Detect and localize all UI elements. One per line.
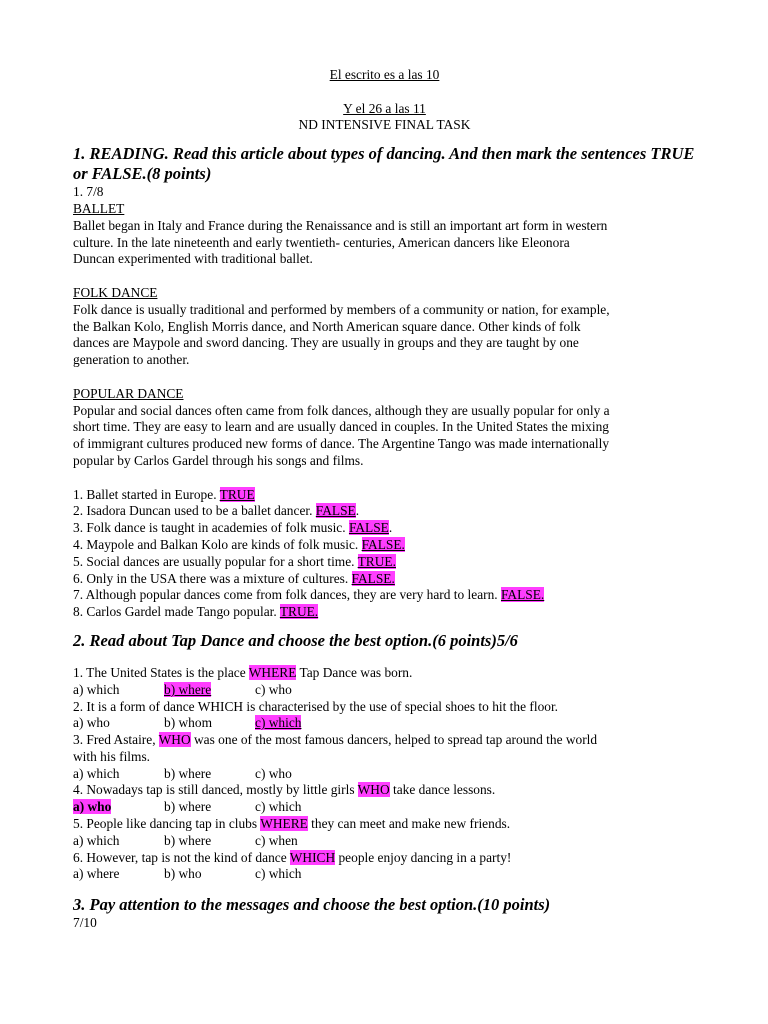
answer-highlight: FALSE. — [500, 587, 545, 603]
header-line-3: ND INTENSIVE FINAL TASK — [298, 117, 471, 133]
statement: 8. Carlos Gardel made Tango popular. TRUE. — [73, 604, 319, 620]
options — [73, 715, 700, 732]
options — [73, 799, 700, 816]
question: 5. People like dancing tap in clubs WHERE they can meet and make new friends. — [73, 816, 511, 832]
answer-highlight: WHICH — [289, 849, 336, 865]
options — [73, 766, 700, 783]
option-c: c) which — [255, 866, 302, 882]
question: 3. Fred Astaire, WHO was one of the most famous dancers, helped to spread tap around the world — [73, 732, 598, 748]
popular-title: POPULAR DANCE — [73, 385, 184, 401]
option-b: b) where — [164, 799, 212, 815]
folk-line: generation to another. — [73, 352, 190, 368]
section3-score: 7/10 — [73, 915, 97, 931]
ballet-title: BALLET — [73, 200, 125, 216]
option-a: a) which — [73, 765, 120, 781]
answer-highlight: TRUE. — [279, 604, 319, 620]
option-a: a) where — [73, 866, 120, 882]
header-line-2: Y el 26 a las 11 — [343, 100, 426, 116]
answer-highlight: FALSE. — [351, 570, 395, 586]
folk-title: FOLK DANCE — [73, 284, 158, 300]
option-c: c) which — [255, 799, 302, 815]
answer-highlight: WHO — [158, 732, 191, 748]
section3-heading: 3. Pay attention to the messages and choose the best option.(10 points) — [73, 895, 551, 915]
options — [73, 682, 700, 699]
statement: 7. Although popular dances come from folk dances, they are very hard to learn. FALSE. — [73, 587, 545, 603]
answer-highlight: FALSE — [315, 503, 356, 519]
question-continued: with his films. — [73, 748, 151, 764]
statement: 2. Isadora Duncan used to be a ballet dancer. FALSE. — [73, 503, 360, 519]
option-b: b) whom — [164, 715, 212, 731]
popular-line: popular by Carlos Gardel through his songs and films. — [73, 452, 364, 468]
folk-line: dances are Maypole and sword dancing. They are usually in groups and they are taught by one — [73, 335, 579, 351]
statement: 5. Social dances are usually popular for a short time. TRUE. — [73, 553, 396, 569]
option-a: a) who — [73, 715, 110, 731]
answer-highlight: TRUE. — [357, 553, 396, 569]
option-a: a) which — [73, 681, 120, 697]
question: 4. Nowadays tap is still danced, mostly by little girls WHO take dance lessons. — [73, 782, 496, 798]
folk-line: the Balkan Kolo, English Morris dance, and North American square dance. Other kinds of folk — [73, 318, 581, 334]
section1-score: 1. 7/8 — [73, 184, 104, 200]
option-a: a) which — [73, 832, 120, 848]
question: 6. However, tap is not the kind of dance WHICH people enjoy dancing in a party! — [73, 849, 512, 865]
folk-line: Folk dance is usually traditional and performed by members of a community or nation, for example, — [73, 301, 610, 317]
ballet-line: Duncan experimented with traditional ballet. — [73, 251, 313, 267]
option-c: c) who — [255, 681, 292, 697]
ballet-line: culture. In the late nineteenth and early twentieth- centuries, American dancers like Eleonora — [73, 234, 570, 250]
answer-highlight: WHERE — [260, 816, 308, 832]
option-b-selected: b) where — [164, 681, 212, 697]
answer-highlight: FALSE — [348, 520, 389, 536]
question: 1. The United States is the place WHERE Tap Dance was born. — [73, 664, 413, 680]
options — [73, 866, 700, 883]
option-c-selected: c) which — [255, 715, 302, 731]
statement: 1. Ballet started in Europe. TRUE — [73, 486, 255, 502]
option-b: b) where — [164, 832, 212, 848]
answer-highlight: WHO — [357, 782, 390, 798]
statement: 3. Folk dance is taught in academies of folk music. FALSE. — [73, 520, 393, 536]
popular-line: of immigrant cultures produced new forms of dance. The Argentine Tango was made internationally — [73, 436, 610, 452]
popular-line: short time. They are easy to learn and are usually danced in couples. In the United States the mixing — [73, 419, 609, 435]
option-c: c) who — [255, 765, 292, 781]
answer-highlight: FALSE. — [361, 536, 405, 552]
section1-heading: 1. READING. Read this article about types of dancing. And then mark the sentences TRUE or FALSE.(8 points) — [73, 144, 695, 184]
option-b: b) where — [164, 765, 212, 781]
answer-highlight: WHERE — [248, 664, 297, 680]
statement: 4. Maypole and Balkan Kolo are kinds of folk music. FALSE. — [73, 536, 405, 552]
ballet-line: Ballet began in Italy and France during the Renaissance and is still an important art form in western — [73, 217, 608, 233]
options — [73, 833, 700, 850]
section2-heading: 2. Read about Tap Dance and choose the best option.(6 points)5/6 — [73, 630, 518, 650]
option-a-selected: a) who — [73, 799, 112, 815]
option-b: b) who — [164, 866, 202, 882]
popular-line: Popular and social dances often came from folk dances, although they are usually popular for only a — [73, 402, 610, 418]
option-c: c) when — [255, 832, 298, 848]
statement: 6. Only in the USA there was a mixture of cultures. FALSE. — [73, 570, 395, 586]
header-line-1: El escrito es a las 10 — [329, 67, 440, 82]
question: 2. It is a form of dance WHICH is characterised by the use of special shoes to hit the floor. — [73, 698, 559, 714]
answer-highlight: TRUE — [219, 486, 255, 502]
